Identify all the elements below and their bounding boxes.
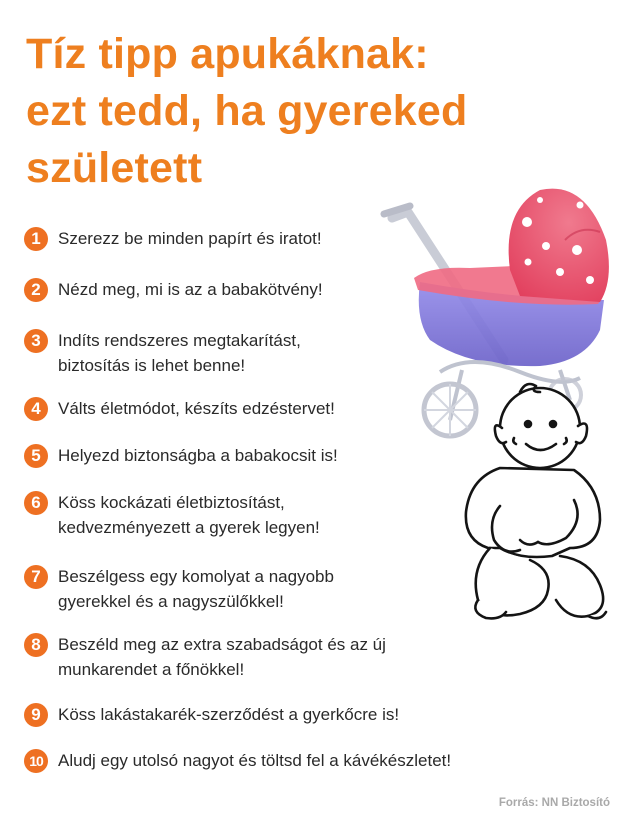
- title-line-2: ezt tedd, ha gyereked: [26, 87, 468, 135]
- number-badge: 2: [24, 278, 48, 302]
- tip-line: Helyezd biztonságba a babakocsit is!: [58, 446, 338, 465]
- tip-text: [58, 226, 322, 251]
- tip-line: Köss kockázati életbiztosítást,: [58, 493, 285, 512]
- tip-line: Köss lakástakarék-szerződést a gyerkőcre is!: [58, 705, 400, 724]
- tip-line: Nézd meg, mi is az a babakötvény!: [58, 280, 323, 299]
- tip-text: [58, 632, 386, 682]
- tip-text: [58, 748, 451, 773]
- tip-text: [58, 328, 301, 378]
- stroller-icon: [384, 189, 609, 436]
- number-badge: 6: [24, 491, 48, 515]
- tip-line: biztosítás is lehet benne!: [58, 356, 246, 375]
- tip-line: Válts életmódot, készíts edzéstervet!: [58, 399, 335, 418]
- list-item: [24, 226, 322, 251]
- number-badge: 10: [24, 749, 48, 773]
- list-item: [24, 328, 301, 378]
- number-badge: 9: [24, 703, 48, 727]
- tip-text: [58, 443, 338, 468]
- tip-text: [58, 277, 323, 302]
- number-badge: 5: [24, 444, 48, 468]
- list-item: [24, 396, 335, 421]
- baby-icon: [466, 384, 606, 618]
- title-line-3: született: [26, 144, 203, 192]
- list-item: [24, 490, 320, 540]
- tip-line: Aludj egy utolsó nagyot és töltsd fel a kávékészletet!: [58, 751, 452, 770]
- list-item: [24, 702, 399, 727]
- tip-text: [58, 564, 334, 614]
- page-title: [26, 26, 526, 197]
- number-badge: 7: [24, 565, 48, 589]
- list-item: [24, 748, 451, 773]
- tip-line: gyerekkel és a nagyszülőkkel!: [58, 592, 284, 611]
- tip-line: munkarendet a főnökkel!: [58, 660, 245, 679]
- tip-line: Szerezz be minden papírt és iratot!: [58, 229, 322, 248]
- tip-line: Beszélgess egy komolyat a nagyobb: [58, 567, 334, 586]
- tip-text: [58, 702, 399, 727]
- tip-line: Indíts rendszeres megtakarítást,: [58, 331, 301, 350]
- number-badge: 8: [24, 633, 48, 657]
- tip-text: [58, 396, 335, 421]
- number-badge: 3: [24, 329, 48, 353]
- list-item: [24, 564, 334, 614]
- number-badge: 4: [24, 397, 48, 421]
- list-item: [24, 632, 386, 682]
- number-badge: 1: [24, 227, 48, 251]
- title-line-1: Tíz tipp apukáknak:: [26, 30, 429, 78]
- tip-line: kedvezményezett a gyerek legyen!: [58, 518, 320, 537]
- tip-line: Beszéld meg az extra szabadságot és az új: [58, 635, 386, 654]
- list-item: [24, 277, 323, 302]
- list-item: [24, 443, 338, 468]
- source-credit: Forrás: NN Biztosító: [498, 797, 610, 809]
- tip-text: [58, 490, 320, 540]
